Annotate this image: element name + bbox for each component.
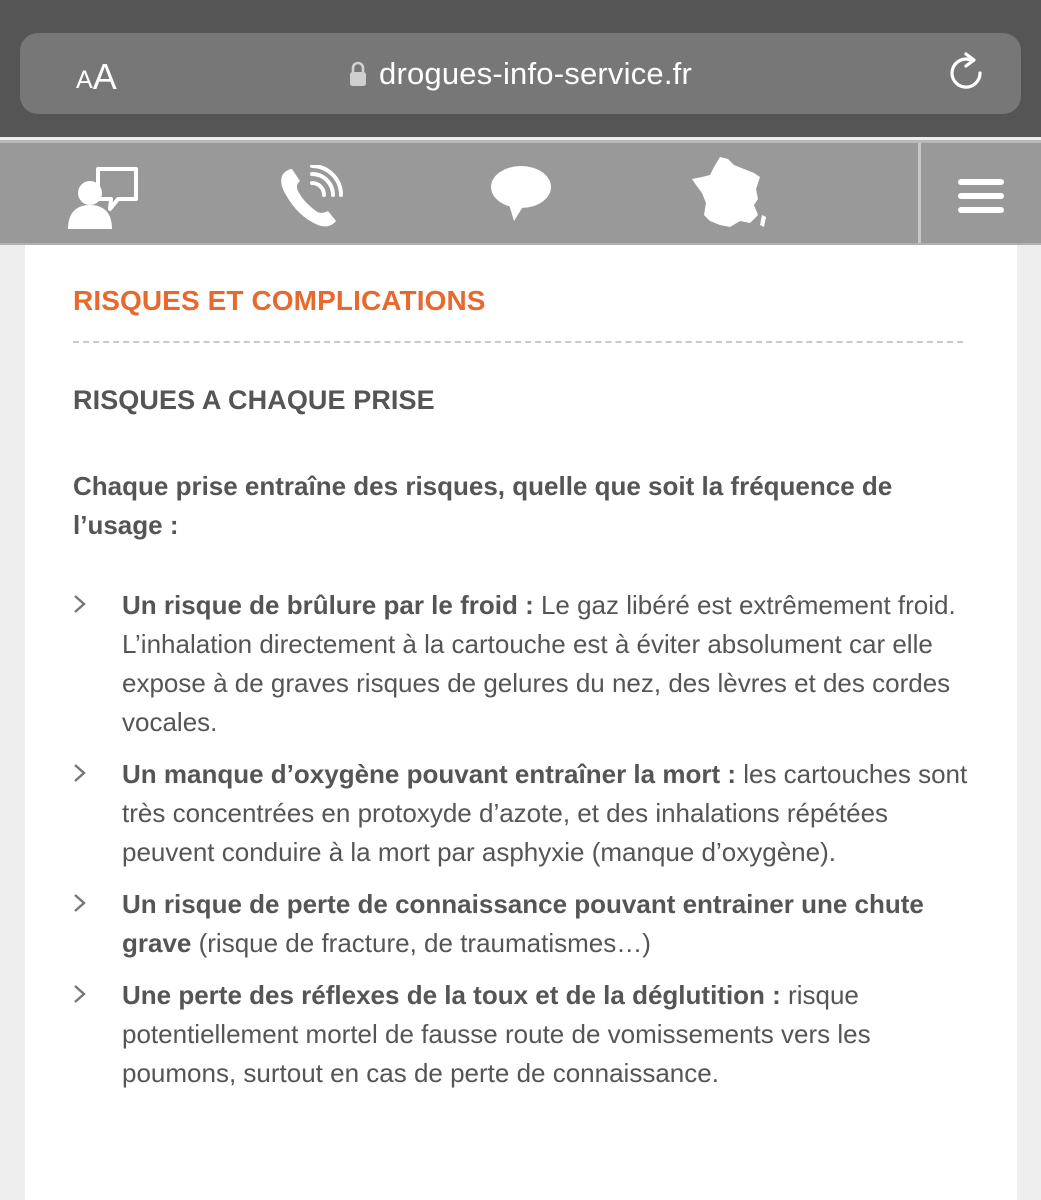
risk-description: (risque de fracture, de traumatismes…)	[191, 928, 651, 958]
lock-icon	[349, 61, 367, 87]
risk-description: risque potentiellement mortel de fausse route de vomissements vers les poumons, surtout en cas de perte de connaissance.	[122, 980, 871, 1088]
chevron-right-icon	[73, 893, 87, 913]
address-bar[interactable]	[20, 33, 1021, 114]
text-size-large-label: A	[92, 56, 117, 97]
risk-title: Une perte des réflexes de la toux et de la déglutition :	[122, 980, 781, 1010]
chevron-right-icon	[73, 984, 87, 1004]
france-map-icon[interactable]	[690, 155, 768, 231]
risk-title: Un manque d’oxygène pouvant entraîner la mort :	[122, 759, 736, 789]
chevron-right-icon	[73, 763, 87, 783]
risk-title: Un risque de brûlure par le froid :	[122, 590, 534, 620]
risk-title: Un risque de perte de connaissance pouvant entrainer une chute grave	[122, 889, 924, 958]
risk-list	[73, 586, 973, 1106]
browser-toolbar	[0, 0, 1041, 137]
list-item	[73, 885, 973, 963]
risk-description: Le gaz libéré est extrêmement froid. L’inhalation directement à la cartouche est à éviter absolument car elle expose à de graves risques de gelures du nez, des lèvres et des cordes vocales.	[122, 590, 956, 737]
intro-text: Chaque prise entraîne des risques, quelle que soit la fréquence de l’usage :	[73, 471, 893, 540]
risk-description: les cartouches sont très concentrées en protoxyde d’azote, et des inhalations répétées peuvent conduire à la mort par asphyxie (manque d’oxygène).	[122, 759, 968, 867]
sub-heading: RISQUES A CHAQUE PRISE	[73, 385, 435, 415]
hamburger-menu-icon[interactable]	[958, 179, 1004, 213]
dashed-divider	[73, 341, 963, 343]
article-content	[25, 245, 1017, 1200]
url-display[interactable]	[20, 33, 1021, 114]
nav-divider	[918, 143, 921, 243]
list-item	[73, 976, 973, 1093]
url-text: drogues-info-service.fr	[379, 55, 692, 91]
section-title: RISQUES ET COMPLICATIONS	[73, 285, 486, 316]
list-item	[73, 755, 973, 872]
chat-bubble-icon[interactable]	[490, 165, 552, 223]
phone-call-icon[interactable]	[278, 165, 346, 229]
reload-icon[interactable]	[947, 52, 989, 94]
text-size-small-label: A	[76, 66, 93, 94]
chevron-right-icon	[73, 594, 87, 614]
list-item	[73, 586, 973, 742]
site-nav	[0, 140, 1041, 245]
speaker-question-icon[interactable]	[68, 165, 140, 231]
